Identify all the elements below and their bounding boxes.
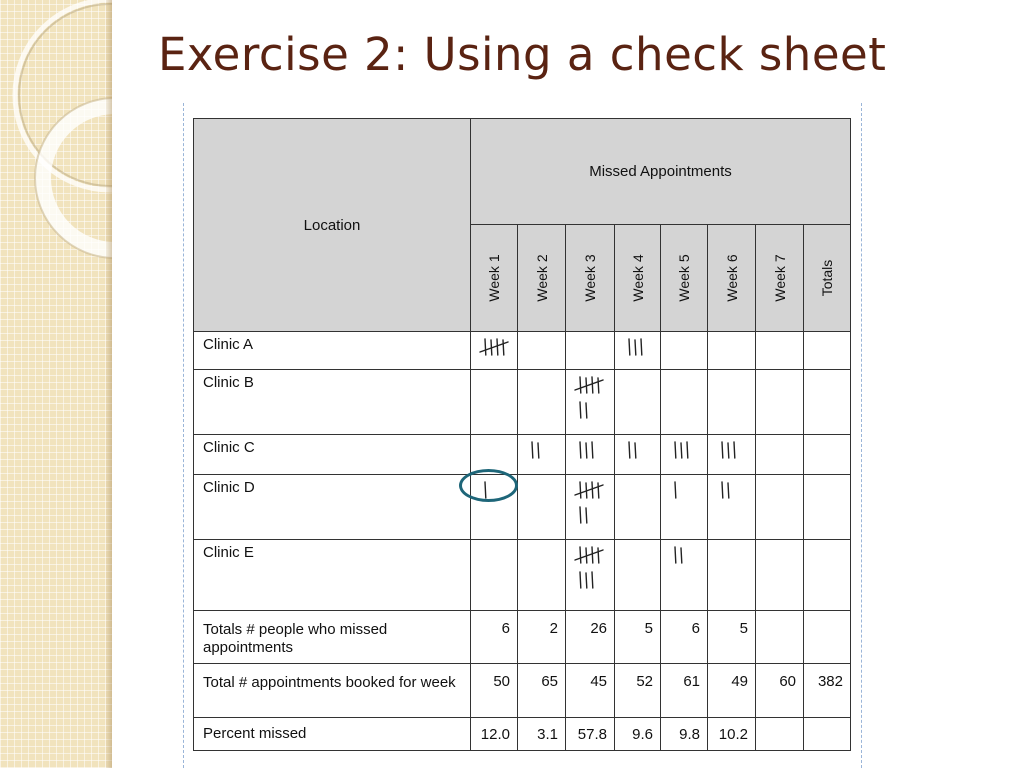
total-booked-label: Total # appointments booked for week (194, 664, 471, 718)
percent-missed-value: 10.2 (708, 718, 756, 751)
tally-stroke (681, 443, 682, 458)
total-booked-value: 61 (661, 664, 708, 718)
tally-cell (708, 475, 756, 540)
tally-stroke (641, 339, 642, 355)
tally-cell (756, 370, 804, 435)
total-booked-value: 382 (804, 664, 851, 718)
table-row (194, 370, 851, 435)
tally-cell (518, 332, 566, 370)
decorative-side-panel (0, 0, 112, 768)
check-sheet-table (193, 118, 851, 751)
percent-missed-value: 57.8 (566, 718, 615, 751)
tally-stroke (497, 339, 498, 355)
highlight-circle (459, 469, 518, 502)
tally-stroke (722, 442, 723, 458)
tally-stroke (580, 547, 581, 563)
tally-cell (756, 332, 804, 370)
tally-cell (804, 475, 851, 540)
table-row (194, 664, 851, 718)
table-row (194, 435, 851, 475)
tally-cell (661, 332, 708, 370)
tally-cell (661, 370, 708, 435)
tally-stroke (592, 377, 593, 393)
tally-cell (471, 370, 518, 435)
tally-stroke (538, 443, 539, 458)
column-header-totals: Totals (804, 225, 851, 332)
tally-stroke (586, 508, 587, 523)
tally-stroke (592, 482, 593, 498)
tally-stroke (675, 442, 676, 458)
percent-missed-value: 12.0 (471, 718, 518, 751)
tally-stroke (629, 339, 630, 355)
totals-missed-value: 2 (518, 611, 566, 664)
tally-cell (804, 435, 851, 475)
tally-cell (708, 370, 756, 435)
total-booked-value: 50 (471, 664, 518, 718)
tally-cell (566, 370, 615, 435)
clinic-label: Clinic B (194, 370, 471, 435)
totals-missed-value (756, 611, 804, 664)
tally-cell (471, 540, 518, 611)
percent-missed-value: 3.1 (518, 718, 566, 751)
tally-stroke (635, 340, 636, 355)
tally-cell (615, 332, 661, 370)
tally-stroke (580, 482, 581, 498)
tally-stroke (586, 443, 587, 458)
tally-cell (566, 475, 615, 540)
table-row (194, 540, 851, 611)
location-header: Location (194, 119, 471, 332)
total-booked-value: 65 (518, 664, 566, 718)
tally-stroke (728, 483, 729, 498)
tally-cell (615, 475, 661, 540)
tally-stroke (598, 483, 599, 498)
clinic-label: Clinic A (194, 332, 471, 370)
total-booked-value: 49 (708, 664, 756, 718)
column-header-week-6: Week 6 (708, 225, 756, 332)
totals-missed-label: Totals # people who missed appointments (194, 611, 471, 664)
tally-cell (518, 475, 566, 540)
tally-stroke (580, 377, 581, 393)
tally-marks (572, 544, 614, 606)
tally-stroke (675, 482, 676, 498)
table-row (194, 611, 851, 664)
tally-marks (667, 479, 709, 541)
tally-cell (661, 475, 708, 540)
tally-stroke (635, 443, 636, 458)
percent-missed-value: 9.8 (661, 718, 708, 751)
column-header-week-4: Week 4 (615, 225, 661, 332)
totals-missed-value: 6 (471, 611, 518, 664)
tally-marks (572, 374, 614, 436)
column-header-week-2: Week 2 (518, 225, 566, 332)
tally-cell (518, 370, 566, 435)
tally-stroke (687, 442, 688, 458)
tally-cell (615, 435, 661, 475)
tally-stroke (580, 442, 581, 458)
tally-cell (566, 332, 615, 370)
tally-stroke (598, 378, 599, 393)
column-header-week-3: Week 3 (566, 225, 615, 332)
percent-missed-value: 9.6 (615, 718, 661, 751)
missed-appointments-header: Missed Appointments (471, 119, 851, 225)
tally-stroke (485, 339, 486, 355)
totals-missed-value: 6 (661, 611, 708, 664)
column-header-week-7: Week 7 (756, 225, 804, 332)
percent-missed-value (804, 718, 851, 751)
total-booked-value: 45 (566, 664, 615, 718)
clinic-label: Clinic E (194, 540, 471, 611)
table-row (194, 475, 851, 540)
tally-cell (804, 332, 851, 370)
tally-marks (714, 479, 756, 541)
tally-cell (756, 540, 804, 611)
tally-stroke (586, 403, 587, 418)
total-booked-value: 60 (756, 664, 804, 718)
tally-stroke (580, 572, 581, 588)
tally-cell (804, 540, 851, 611)
tally-stroke (728, 443, 729, 458)
tally-marks (667, 544, 709, 606)
percent-missed-value (756, 718, 804, 751)
total-booked-value: 52 (615, 664, 661, 718)
tally-stroke (580, 507, 581, 523)
tally-cell (708, 540, 756, 611)
tally-cell (615, 370, 661, 435)
tally-cell (615, 540, 661, 611)
decorative-rings-icon (0, 0, 112, 768)
tally-cell (518, 435, 566, 475)
totals-missed-value: 26 (566, 611, 615, 664)
table-row (194, 332, 851, 370)
tally-stroke (592, 547, 593, 563)
tally-stroke (592, 572, 593, 588)
tally-stroke (592, 442, 593, 458)
totals-missed-value (804, 611, 851, 664)
tally-cell (661, 435, 708, 475)
tally-cell (756, 435, 804, 475)
tally-cell (708, 332, 756, 370)
tally-stroke (675, 547, 676, 563)
tally-stroke (532, 442, 533, 458)
column-header-week-1: Week 1 (471, 225, 518, 332)
tally-stroke (580, 402, 581, 418)
totals-missed-value: 5 (708, 611, 756, 664)
totals-missed-value: 5 (615, 611, 661, 664)
clinic-label: Clinic C (194, 435, 471, 475)
tally-cell (661, 540, 708, 611)
table-row (194, 718, 851, 751)
tally-cell (471, 332, 518, 370)
tally-stroke (586, 573, 587, 588)
tally-stroke (734, 442, 735, 458)
tally-stroke (503, 340, 504, 355)
tally-marks (572, 479, 614, 541)
tally-stroke (722, 482, 723, 498)
tally-cell (566, 435, 615, 475)
tally-cell (804, 370, 851, 435)
tally-cell (566, 540, 615, 611)
tally-stroke (598, 548, 599, 563)
clinic-label: Clinic D (194, 475, 471, 540)
tally-stroke (681, 548, 682, 563)
tally-cell (708, 435, 756, 475)
slide-title: Exercise 2: Using a check sheet (158, 28, 887, 81)
tally-stroke (629, 442, 630, 458)
tally-cell (518, 540, 566, 611)
percent-missed-label: Percent missed (194, 718, 471, 751)
tally-cell (756, 475, 804, 540)
column-header-week-5: Week 5 (661, 225, 708, 332)
